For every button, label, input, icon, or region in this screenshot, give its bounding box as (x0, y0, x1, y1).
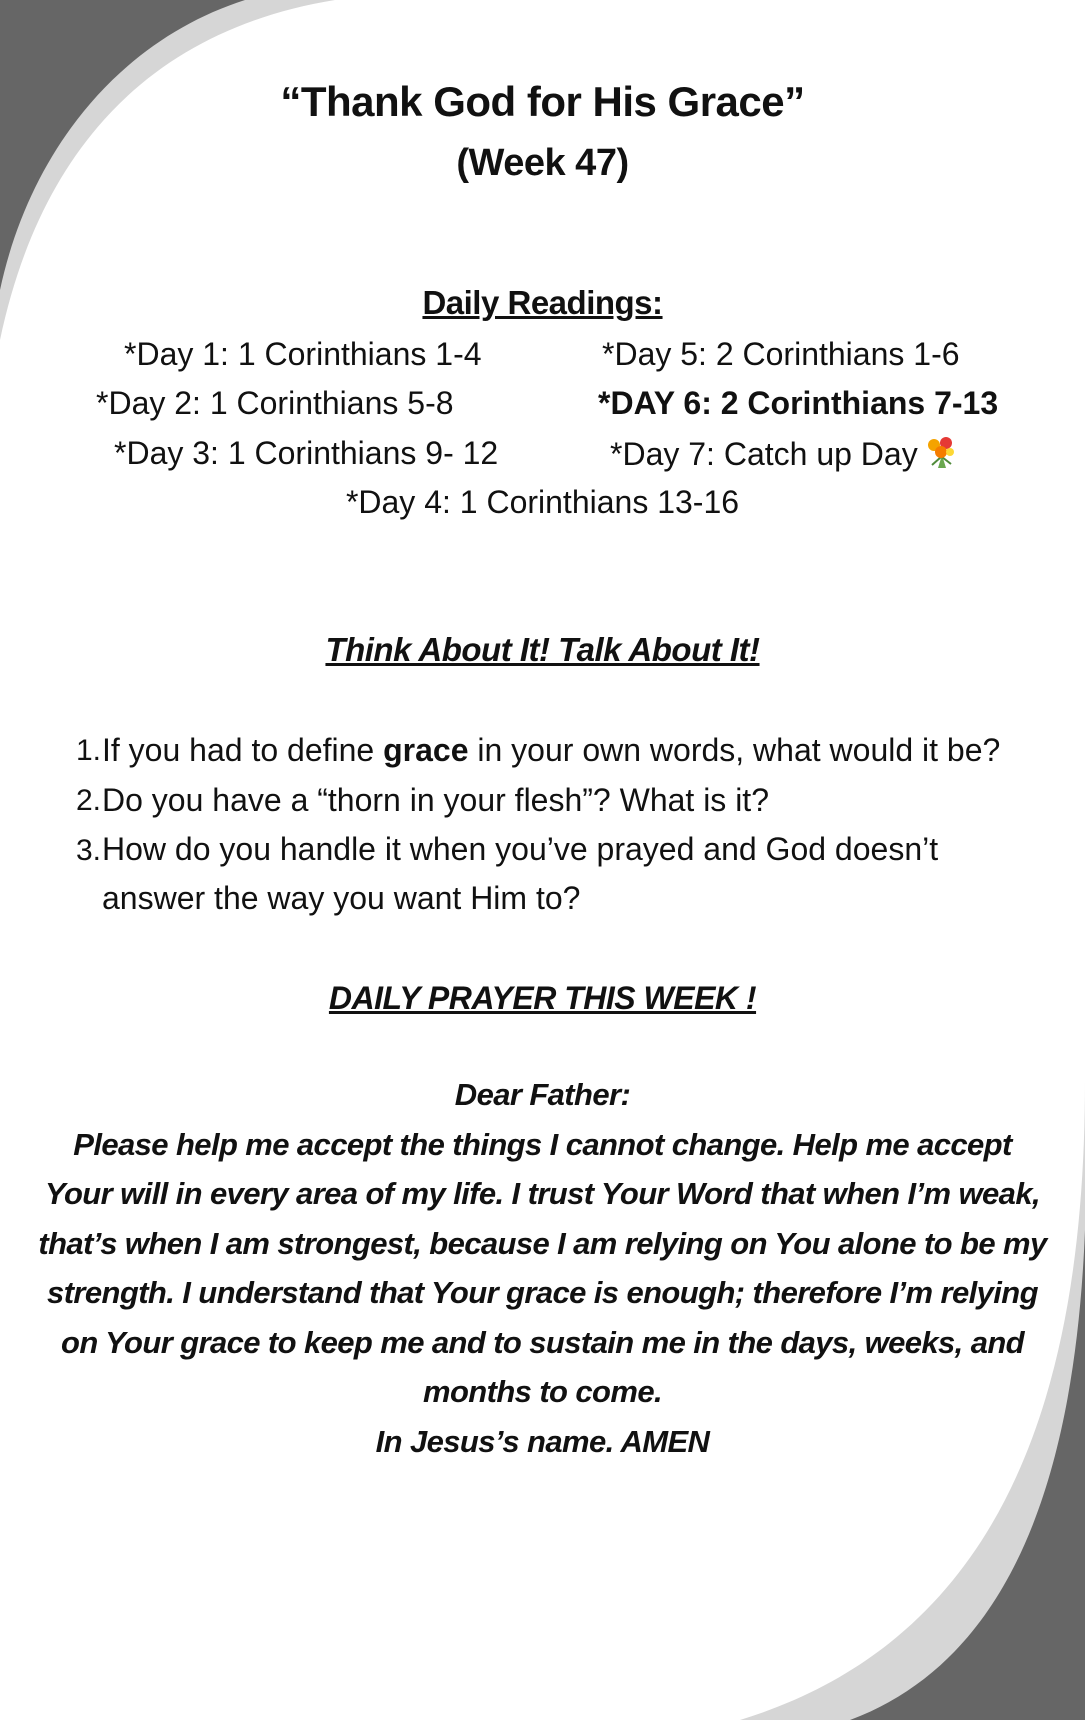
prayer-closing: In Jesus’s name. AMEN (375, 1424, 710, 1459)
reading-day-4: *Day 4: 1 Corinthians 13-16 (345, 484, 740, 520)
question-3-line-2: answer the way you want Him to? (102, 880, 581, 916)
prayer-line-3: that’s when I am strongest, because I am relying on You alone to be my (38, 1226, 1047, 1261)
prayer-line-6: months to come. (422, 1374, 662, 1409)
question-3-line-1: How do you handle it when you’ve prayed and God doesn’t (102, 831, 939, 867)
page-title: “Thank God for His Grace” (280, 78, 805, 125)
question-1-text-start: If you had to define (102, 732, 384, 768)
reading-day-7-label: *Day 7: Catch up Day (610, 436, 918, 472)
prayer-line-4: strength. I understand that Your grace is enough; therefore I’m relying (47, 1275, 1038, 1310)
daily-readings-heading: Daily Readings: (422, 284, 663, 321)
reading-day-5: *Day 5: 2 Corinthians 1-6 (602, 336, 960, 372)
question-1-number: 1. (76, 734, 102, 767)
question-1-text-end: in your own words, what would it be? (468, 732, 1001, 768)
daily-prayer-heading: DAILY PRAYER THIS WEEK ! (328, 980, 757, 1016)
week-subtitle: (Week 47) (456, 142, 629, 184)
prayer-line-2: Your will in every area of my life. I trust Your Word that when I’m weak, (45, 1176, 1040, 1211)
reading-day-7 (610, 435, 958, 473)
prayer-greeting: Dear Father: (454, 1077, 631, 1112)
flower-bouquet-icon (924, 435, 958, 469)
reading-day-6: *DAY 6: 2 Corinthians 7-13 (598, 385, 999, 421)
question-1 (102, 732, 1000, 769)
question-3-number: 3. (76, 834, 102, 867)
question-2-number: 2. (76, 784, 102, 817)
prayer-line-1: Please help me accept the things I cannot change. Help me accept (73, 1127, 1012, 1162)
prayer-line-5: on Your grace to keep me and to sustain me in the days, weeks, and (60, 1325, 1025, 1360)
reading-day-3: *Day 3: 1 Corinthians 9- 12 (114, 435, 499, 471)
reading-day-2: *Day 2: 1 Corinthians 5-8 (96, 385, 454, 421)
think-about-it-heading: Think About It! Talk About It! (325, 631, 760, 668)
question-2: Do you have a “thorn in your flesh”? What is it? (102, 782, 769, 818)
reading-day-1: *Day 1: 1 Corinthians 1-4 (124, 336, 482, 372)
question-1-bold-word: grace (383, 732, 469, 768)
